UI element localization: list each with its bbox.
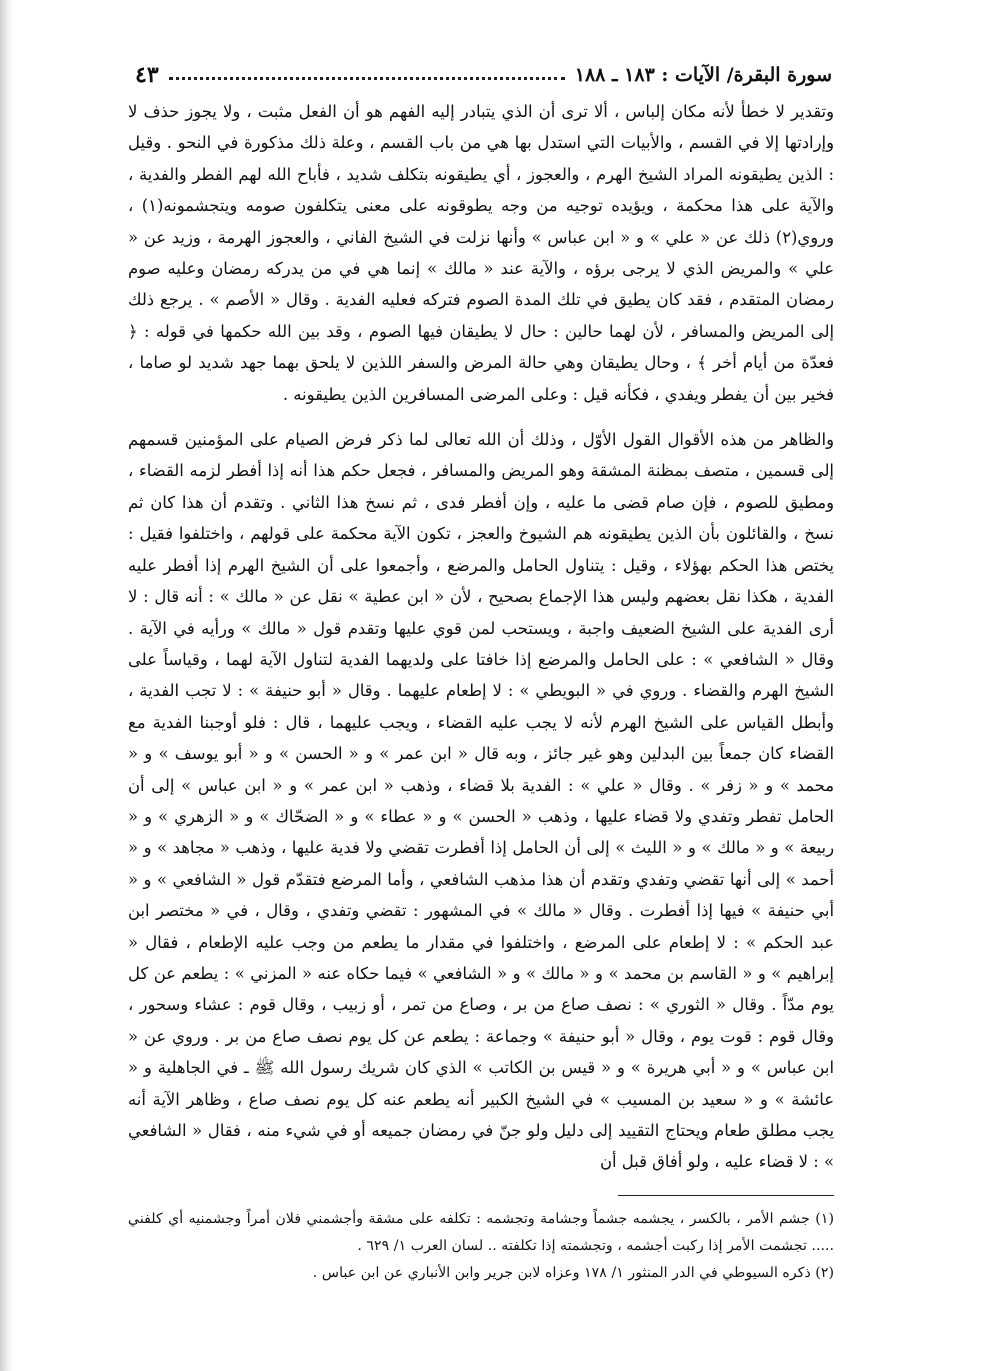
footnote-1: (١) جشم الأمر ، بالكسر ، يجشمه جشماً وجشامة وتجشمه : تكلفه على مشقة وأجشمني فلان أمراً وجشمنيه أي كلفني ..... تجشمت الأمر إذا ركبت أجشمه ، وتجشمته إذا تكلفته .. لسان العرب ١/ ٦٢٩ . — [128, 1211, 834, 1254]
page-spine-shadow — [0, 0, 14, 1371]
page-number: ٤٣ — [135, 62, 159, 88]
footnote-2: (٢) ذكره السيوطي في الدر المنثور ١/ ١٧٨ وعزاه لابن جرير وابن الأنباري عن ابن عباس . — [312, 1265, 834, 1281]
chapter-title: سورة البقرة/ الآيات : ١٨٣ ـ ١٨٨ — [574, 64, 832, 86]
paragraph-1: وتقدير لا خطأ لأنه مكان إلباس ، ألا ترى أن الذي يتبادر إليه الفهم هو أن الفعل مثبت ، ولا يجوز حذف لا وإرادتها إلا في القسم ، والأبيات التي استدل بها هي من باب القسم ، وعلة ذلك مذكورة في النحو . وقيل : الذين يطيقونه المراد الشيخ الهرم ، والعجوز ، أي يطيقونه بتكلف شديد ، فأباح الله لهم الفطر والفدية ، والآية على هذا محكمة ، ويؤيده توجيه من وجه يطوقونه على معنى يتكلفون صومه ويتجشمونه(١) ، وروي(٢) ذلك عن « علي » و « ابن عباس » وأنها نزلت في الشيخ الفاني ، والعجوز الهرمة ، وزيد عن « علي » والمريض الذي لا يرجى برؤه ، والآية عند « مالك » إنما هي في من يدركه رمضان وعليه صوم رمضان المتقدم ، فقد كان يطيق في تلك المدة الصوم فتركه فعليه الفدية . وقال « الأصم » . يرجع ذلك إلى المريض والمسافر ، لأن لهما حالين : حال لا يطيقان فيها الصوم ، وقد بين الله حكمها في قوله : ﴿ فعدّة من أيام أخر ﴾ ، وحال يطيقان وهي حالة المرض والسفر اللذين لا يلحق بهما جهد شديد لو صاما ، فخير بين أن يفطر ويفدي ، فكأنه قيل : وعلى المرضى المسافرين الذين يطيقونه . — [128, 102, 834, 404]
main-text — [128, 96, 834, 1178]
footnote-divider — [618, 1195, 834, 1196]
running-header — [135, 60, 832, 90]
footnotes — [128, 1206, 834, 1287]
paragraph-2: والظاهر من هذه الأقوال القول الأوّل ، وذلك أن الله تعالى لما ذكر فرض الصيام على المؤمنين قسمهم إلى قسمين ، متصف بمظنة المشقة وهو المريض والمسافر ، فجعل حكم هذا أنه إذا أفطر لزمه القضاء ، ومطيق للصوم ، فإن صام قضى ما عليه ، وإن أفطر فدى ، ثم نسخ هذا الثاني . وتقدم أن هذا كان ثم نسخ ، والقائلون بأن الذين يطيقونه هم الشيوخ والعجز ، تكون الآية محكمة على قولهم ، واختلفوا فقيل : يختص هذا الحكم بهؤلاء ، وقيل : يتناول الحامل والمرضع ، وأجمعوا على أن الشيخ الهرم إذا أفطر عليه الفدية ، هكذا نقل بعضهم وليس هذا الإجماع بصحيح ، لأن « ابن عطية » نقل عن « مالك » : أنه قال : لا أرى الفدية على الشيخ الضعيف واجبة ، ويستحب لمن قوي عليها وتقدم قول « مالك » ورأيه في الآية . وقال « الشافعي » : على الحامل والمرضع إذا خافتا على ولديهما الفدية لتناول الآية لهما ، وقياساً على الشيخ الهرم والقضاء . وروي في « البويطي » : لا إطعام عليهما . وقال « أبو حنيفة » : لا تجب الفدية ، وأبطل القياس على الشيخ الهرم لأنه لا يجب عليه القضاء ، ويجب عليهما ، قال : فلو أوجبنا الفدية مع القضاء كان جمعاً بين البدلين وهو غير جائز ، وبه قال « ابن عمر » و « الحسن » و « أبو يوسف » و « محمد » و « زفر » . وقال « علي » : الفدية بلا قضاء ، وذهب « ابن عمر » و « ابن عباس » إلى أن الحامل تفطر وتفدي ولا قضاء عليها ، وذهب « الحسن » و « عطاء » و « الضحّاك » و « الزهري » و « ربيعة » و « مالك » و « الليث » إلى أن الحامل إذا أفطرت تقضي ولا فدية عليها ، وذهب « مجاهد » و « أحمد » إلى أنها تقضي وتفدي وتقدم أن هذا مذهب الشافعي ، وأما المرضع فتقدّم قول « الشافعي » و « أبي حنيفة » فيها إذا أفطرت . وقال « مالك » في المشهور : تقضي وتفدي ، وقال ، في « مختصر ابن عبد الحكم » : لا إطعام على المرضع ، واختلفوا في مقدار ما يطعم من وجب عليه الإطعام ، فقال « إبراهيم » و « القاسم بن محمد » و « مالك » و « الشافعي » فيما حكاه عنه « المزني » : يطعم عن كل يوم مدّاً . وقال « الثوري » : نصف صاع من بر ، وصاع من تمر ، أو زبيب ، وقال قوم : عشاء وسحور ، وقال قوم : قوت يوم ، وقال « أبو حنيفة » وجماعة : يطعم عن كل يوم نصف صاع من بر . وروي عن « ابن عباس » و « أبي هريرة » و « قيس بن الكاتب » الذي كان شريك رسول الله ﷺ ـ في الجاهلية و « عائشة » و « سعيد بن المسيب » في الشيخ الكبير أنه يطعم عنه كل يوم نصف صاع ، وظاهر الآية أنه يجب مطلق طعام ويحتاج التقييد إلى دليل ولو جنّ في رمضان جميعه أو في شيء منه ، فقال « الشافعي » : لا قضاء عليه ، ولو أفاق قبل أن — [128, 430, 835, 1172]
leader-dots — [169, 77, 565, 80]
